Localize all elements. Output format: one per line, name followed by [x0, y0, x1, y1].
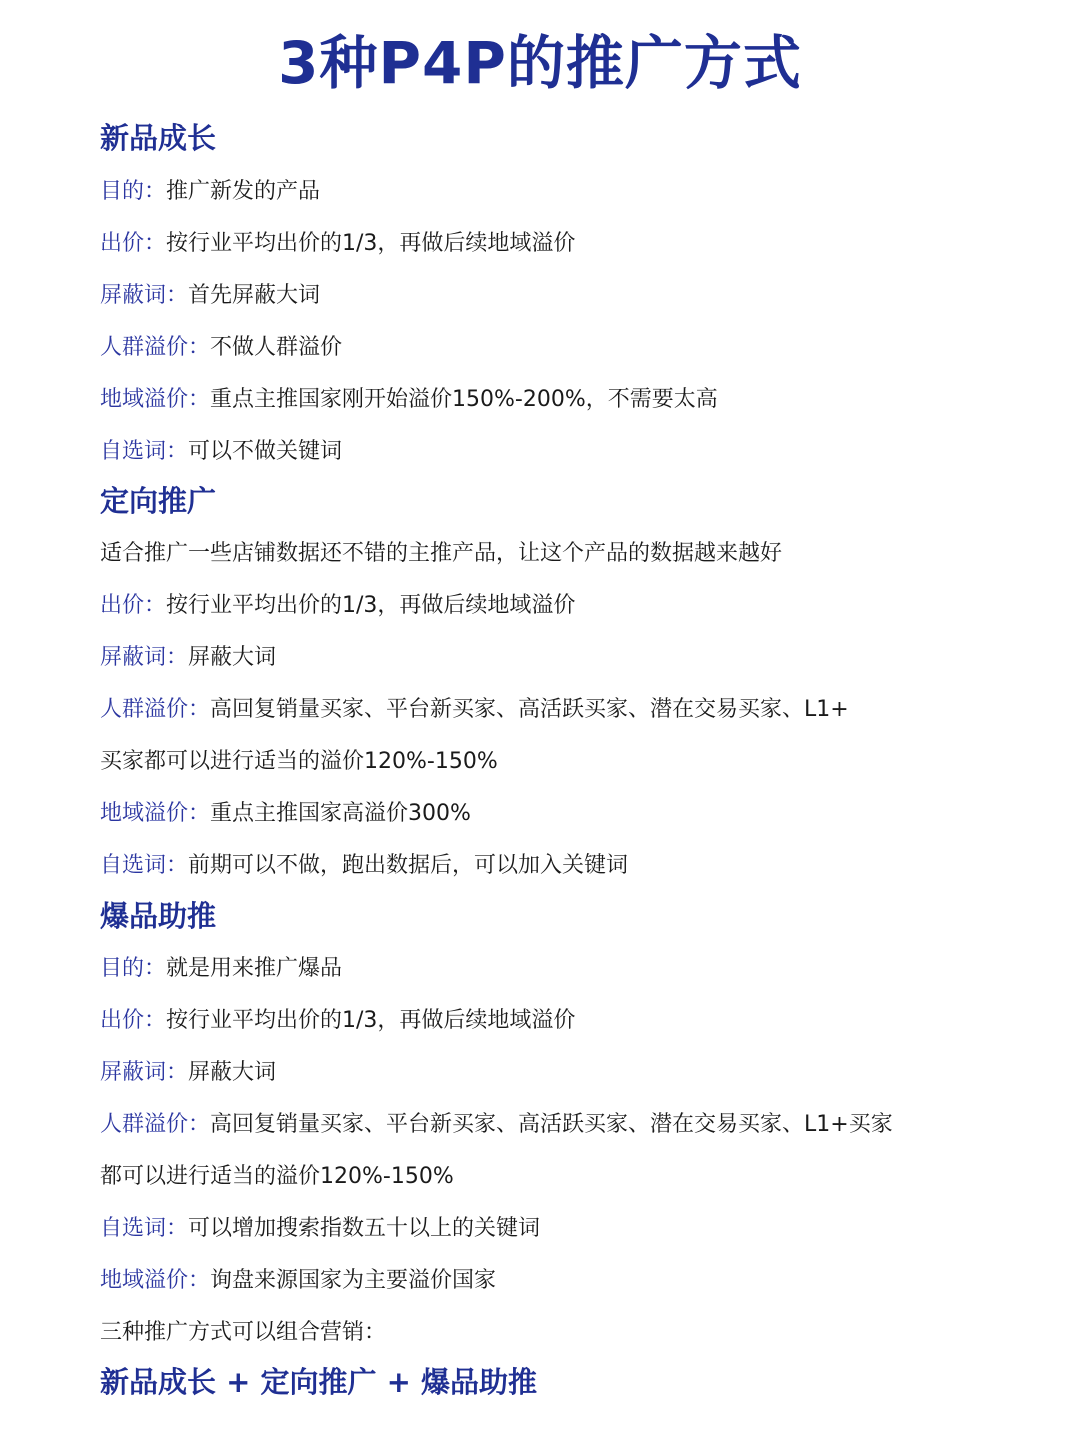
info-line — [100, 1109, 893, 1141]
info-line — [100, 1057, 276, 1089]
line-text: 高回复销量买家、平台新买家、高活跃买家、潜在交易买家、L1+买家 — [210, 1112, 893, 1137]
line-label: 人群溢价： — [100, 1112, 211, 1137]
line-label: 地域溢价： — [100, 1268, 211, 1293]
info-line — [100, 1213, 540, 1245]
line-label: 出价： — [100, 231, 167, 256]
line-text: 重点主推国家刚开始溢价150%-200%，不需要太高 — [210, 387, 718, 412]
line-text: 高回复销量买家、平台新买家、高活跃买家、潜在交易买家、L1+ — [210, 697, 849, 722]
line-label: 目的： — [100, 179, 167, 204]
line-label: 人群溢价： — [100, 335, 211, 360]
line-text: 都可以进行适当的溢价120%-150% — [100, 1164, 454, 1189]
info-line — [100, 436, 342, 468]
info-line — [100, 694, 849, 726]
line-text: 前期可以不做，跑出数据后，可以加入关键词 — [188, 853, 629, 878]
info-line — [100, 953, 342, 985]
info-line — [100, 280, 320, 312]
summary-intro: 三种推广方式可以组合营销： — [100, 1320, 387, 1345]
line-text: 按行业平均出价的1/3，再做后续地域溢价 — [166, 231, 576, 256]
info-line — [100, 228, 575, 260]
line-label: 自选词： — [100, 1216, 189, 1241]
info-line — [100, 746, 498, 778]
line-text: 按行业平均出价的1/3，再做后续地域溢价 — [166, 1008, 576, 1033]
line-label: 出价： — [100, 593, 167, 618]
line-text: 询盘来源国家为主要溢价国家 — [210, 1268, 497, 1293]
info-line — [100, 590, 575, 622]
line-text: 买家都可以进行适当的溢价120%-150% — [100, 749, 498, 774]
line-text: 按行业平均出价的1/3，再做后续地域溢价 — [166, 593, 576, 618]
line-label: 地域溢价： — [100, 801, 211, 826]
line-label: 自选词： — [100, 853, 189, 878]
section-heading-bestseller: 爆品助推 — [100, 899, 217, 933]
line-text: 首先屏蔽大词 — [188, 283, 321, 308]
page-title: 3种P4P的推广方式 — [278, 29, 802, 97]
line-label: 自选词： — [100, 439, 189, 464]
section-heading-targeted: 定向推广 — [100, 484, 217, 518]
info-line — [100, 642, 276, 674]
info-line — [100, 538, 782, 570]
info-line — [100, 1161, 454, 1193]
info-line — [100, 850, 628, 882]
line-text: 重点主推国家高溢价300% — [210, 801, 471, 826]
info-line — [100, 176, 320, 208]
info-line — [100, 332, 342, 364]
summary-combo: 新品成长 + 定向推广 + 爆品助推 — [100, 1365, 537, 1399]
line-label: 目的： — [100, 956, 167, 981]
line-label: 人群溢价： — [100, 697, 211, 722]
info-line — [100, 798, 471, 830]
section-heading-new-product: 新品成长 — [100, 121, 217, 155]
info-line — [100, 1265, 496, 1297]
line-text: 屏蔽大词 — [188, 645, 277, 670]
line-text: 可以增加搜索指数五十以上的关键词 — [188, 1216, 541, 1241]
line-text: 适合推广一些店铺数据还不错的主推产品，让这个产品的数据越来越好 — [100, 541, 783, 566]
line-text: 屏蔽大词 — [188, 1060, 277, 1085]
line-text: 不做人群溢价 — [210, 335, 343, 360]
line-label: 屏蔽词： — [100, 645, 189, 670]
line-label: 屏蔽词： — [100, 283, 189, 308]
line-label: 地域溢价： — [100, 387, 211, 412]
line-text: 就是用来推广爆品 — [166, 956, 343, 981]
line-text: 推广新发的产品 — [166, 179, 321, 204]
line-label: 出价： — [100, 1008, 167, 1033]
line-label: 屏蔽词： — [100, 1060, 189, 1085]
info-line — [100, 384, 718, 416]
line-text: 可以不做关键词 — [188, 439, 343, 464]
info-line — [100, 1005, 575, 1037]
